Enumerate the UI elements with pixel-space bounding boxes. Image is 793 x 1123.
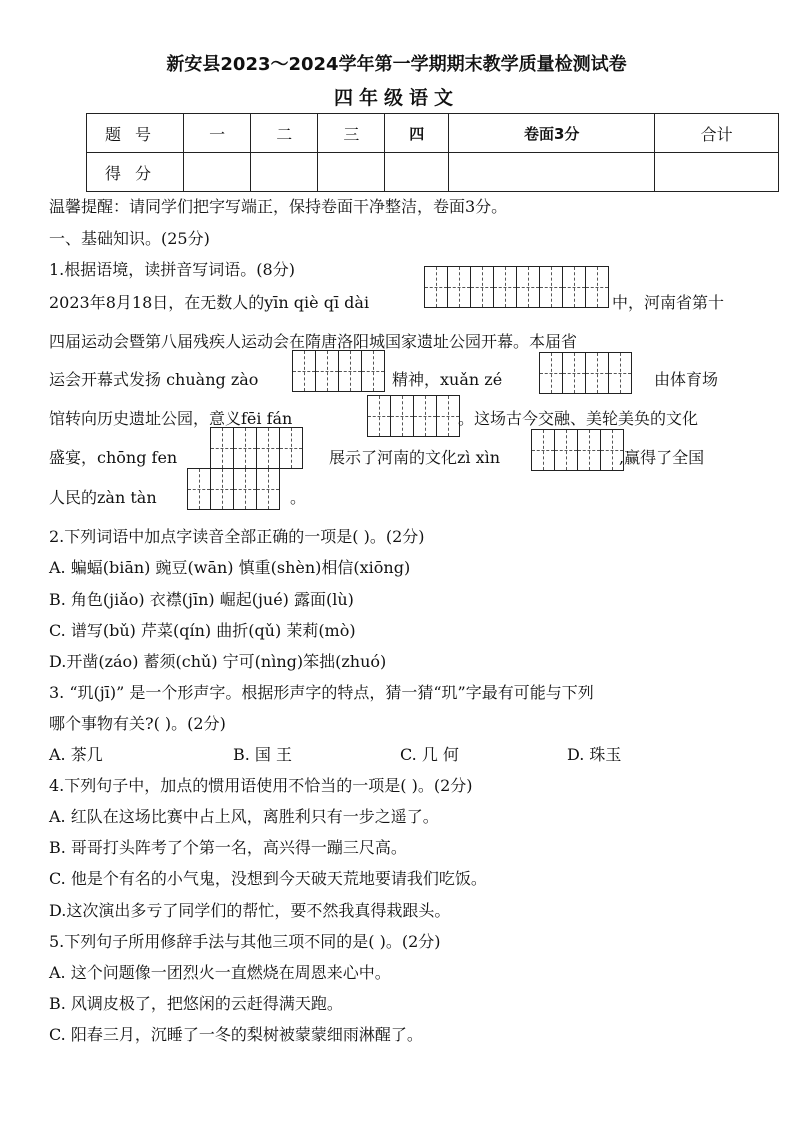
q3-option-c: C. 几 何 [400,745,459,764]
writing-cell[interactable] [211,428,234,468]
q4-prompt: 4.下列句子中，加点的惯用语使用不恰当的一项是( )。(2分) [49,776,473,795]
q1-prompt: 1.根据语境，读拼音写词语。(8分) [49,260,295,279]
q1-line6-tail: 。 [290,488,307,507]
writing-cell[interactable] [437,396,459,436]
score-table-row1-label: 题号 [87,114,184,153]
q1-line1-text: 2023年8月18日，在无数人的yīn qiè qī dài [49,293,370,312]
writing-cell[interactable] [293,351,316,391]
writing-cell[interactable] [586,267,608,307]
q5-prompt: 5.下列句子所用修辞手法与其他三项不同的是( )。(2分) [49,932,441,951]
q1-line5-tail: ,赢得了全国 [619,448,705,467]
q1-answer-boxes-4[interactable] [367,395,460,437]
q2-option-d: D.开凿(záo) 蓄须(chǔ) 宁可(nìng)笨拙(zhuó) [49,652,387,671]
q3-option-d: D. 珠玉 [567,745,622,764]
q3-option-a: A. 茶几 [49,745,103,764]
q3-line2: 哪个事物有关?( )。(2分) [49,714,226,733]
score-cell-2[interactable] [251,153,318,192]
q1-answer-boxes-7[interactable] [187,468,280,510]
q5-option-a: A. 这个问题像一团烈火一直燃烧在周恩来心中。 [49,963,391,982]
score-col-4: 四 [385,114,449,153]
q5-option-c: C. 阳春三月，沉睡了一冬的梨树被蒙蒙细雨淋醒了。 [49,1025,423,1044]
q1-line3-tail: 由体育场 [654,370,719,389]
q1-line6-text: 人民的zàn tàn [49,488,157,507]
q1-answer-boxes-5[interactable] [210,427,303,469]
writing-cell[interactable] [257,428,280,468]
writing-cell[interactable] [540,267,563,307]
writing-cell[interactable] [517,267,540,307]
q3-option-b: B. 国 王 [233,745,293,764]
q1-line4-tail: 。这场古今交融、美轮美奂的文化 [458,409,699,428]
q1-line3-mid: 精神，xuǎn zé [392,370,503,389]
writing-cell[interactable] [280,428,302,468]
score-table [86,113,779,192]
q4-option-b: B. 哥哥打头阵考了个第一名，高兴得一蹦三尺高。 [49,838,407,857]
q4-option-d: D.这次演出多亏了同学们的帮忙，要不然我真得栽跟头。 [49,901,451,920]
score-cell-5[interactable] [449,153,655,192]
writing-cell[interactable] [362,351,384,391]
q2-prompt: 2.下列词语中加点字读音全部正确的一项是( )。(2分) [49,527,425,546]
score-cell-4[interactable] [385,153,449,192]
score-col-2: 二 [251,114,318,153]
q2-option-a: A. 蝙蝠(biān) 豌豆(wān) 慎重(shèn)相信(xiōng) [49,558,411,577]
q1-answer-boxes-6[interactable] [531,429,624,471]
score-table-score-row [87,153,779,192]
writing-cell[interactable] [471,267,494,307]
score-cell-total[interactable] [655,153,779,192]
q5-option-b: B. 风调皮极了，把悠闲的云赶得满天跑。 [49,994,343,1013]
exam-title: 新安县2023～2024学年第一学期期末教学质量检测试卷 [166,54,627,75]
writing-cell[interactable] [391,396,414,436]
q1-line5-mid: 展示了河南的文化zì xìn [329,448,501,467]
writing-cell[interactable] [555,430,578,470]
q2-option-b: B. 角色(jiǎo) 衣襟(jīn) 崛起(jué) 露面(lù) [49,590,354,609]
score-col-3: 三 [318,114,385,153]
writing-cell[interactable] [316,351,339,391]
writing-cell[interactable] [234,428,257,468]
section1-heading: 一、基础知识。(25分) [49,229,210,248]
q1-line5-text: 盛宴，chōng fen [49,448,178,467]
writing-cell[interactable] [257,469,279,509]
q2-option-c: C. 谱写(bǔ) 芹菜(qín) 曲折(qǔ) 茉莉(mò) [49,621,356,640]
score-col-total: 合计 [655,114,779,153]
writing-cell[interactable] [211,469,234,509]
q1-line1-tail: 中，河南省第十 [612,293,725,312]
writing-cell[interactable] [563,353,586,393]
writing-cell[interactable] [494,267,517,307]
writing-cell[interactable] [188,469,211,509]
q1-answer-boxes-2[interactable] [292,350,385,392]
q1-line3-text: 运会开幕式发扬 chuàng zào [49,370,259,389]
writing-cell[interactable] [234,469,257,509]
writing-cell[interactable] [609,353,631,393]
q1-line4-text: 馆转向历史遗址公园，意义fēi fán [49,409,293,428]
writing-cell[interactable] [368,396,391,436]
writing-cell[interactable] [563,267,586,307]
writing-cell[interactable] [425,267,448,307]
writing-cell[interactable] [448,267,471,307]
q4-option-c: C. 他是个有名的小气鬼，没想到今天破天荒地要请我们吃饭。 [49,869,487,888]
q3-line1: 3. “玑(jī)” 是一个形声字。根据形声字的特点，猜一猜“玑”字最有可能与下列 [49,683,594,702]
reminder-text: 温馨提醒：请同学们把字写端正，保持卷面干净整洁，卷面3分。 [49,197,508,216]
score-cell-1[interactable] [184,153,251,192]
writing-cell[interactable] [540,353,563,393]
score-table-header-row [87,114,779,153]
score-cell-3[interactable] [318,153,385,192]
writing-cell[interactable] [414,396,437,436]
writing-cell[interactable] [339,351,362,391]
q4-option-a: A. 红队在这场比赛中占上风，离胜利只有一步之遥了。 [49,807,439,826]
writing-cell[interactable] [532,430,555,470]
q1-answer-boxes-1[interactable] [424,266,609,308]
score-col-1: 一 [184,114,251,153]
score-table-row2-label: 得分 [87,153,184,192]
q1-line2-text: 四届运动会暨第八届残疾人运动会在隋唐洛阳城国家遗址公园开幕。本届省 [49,332,578,351]
writing-cell[interactable] [578,430,601,470]
score-col-5: 卷面3分 [449,114,655,153]
writing-cell[interactable] [586,353,609,393]
q1-answer-boxes-3[interactable] [539,352,632,394]
exam-subtitle: 四年级语文 [333,87,459,109]
